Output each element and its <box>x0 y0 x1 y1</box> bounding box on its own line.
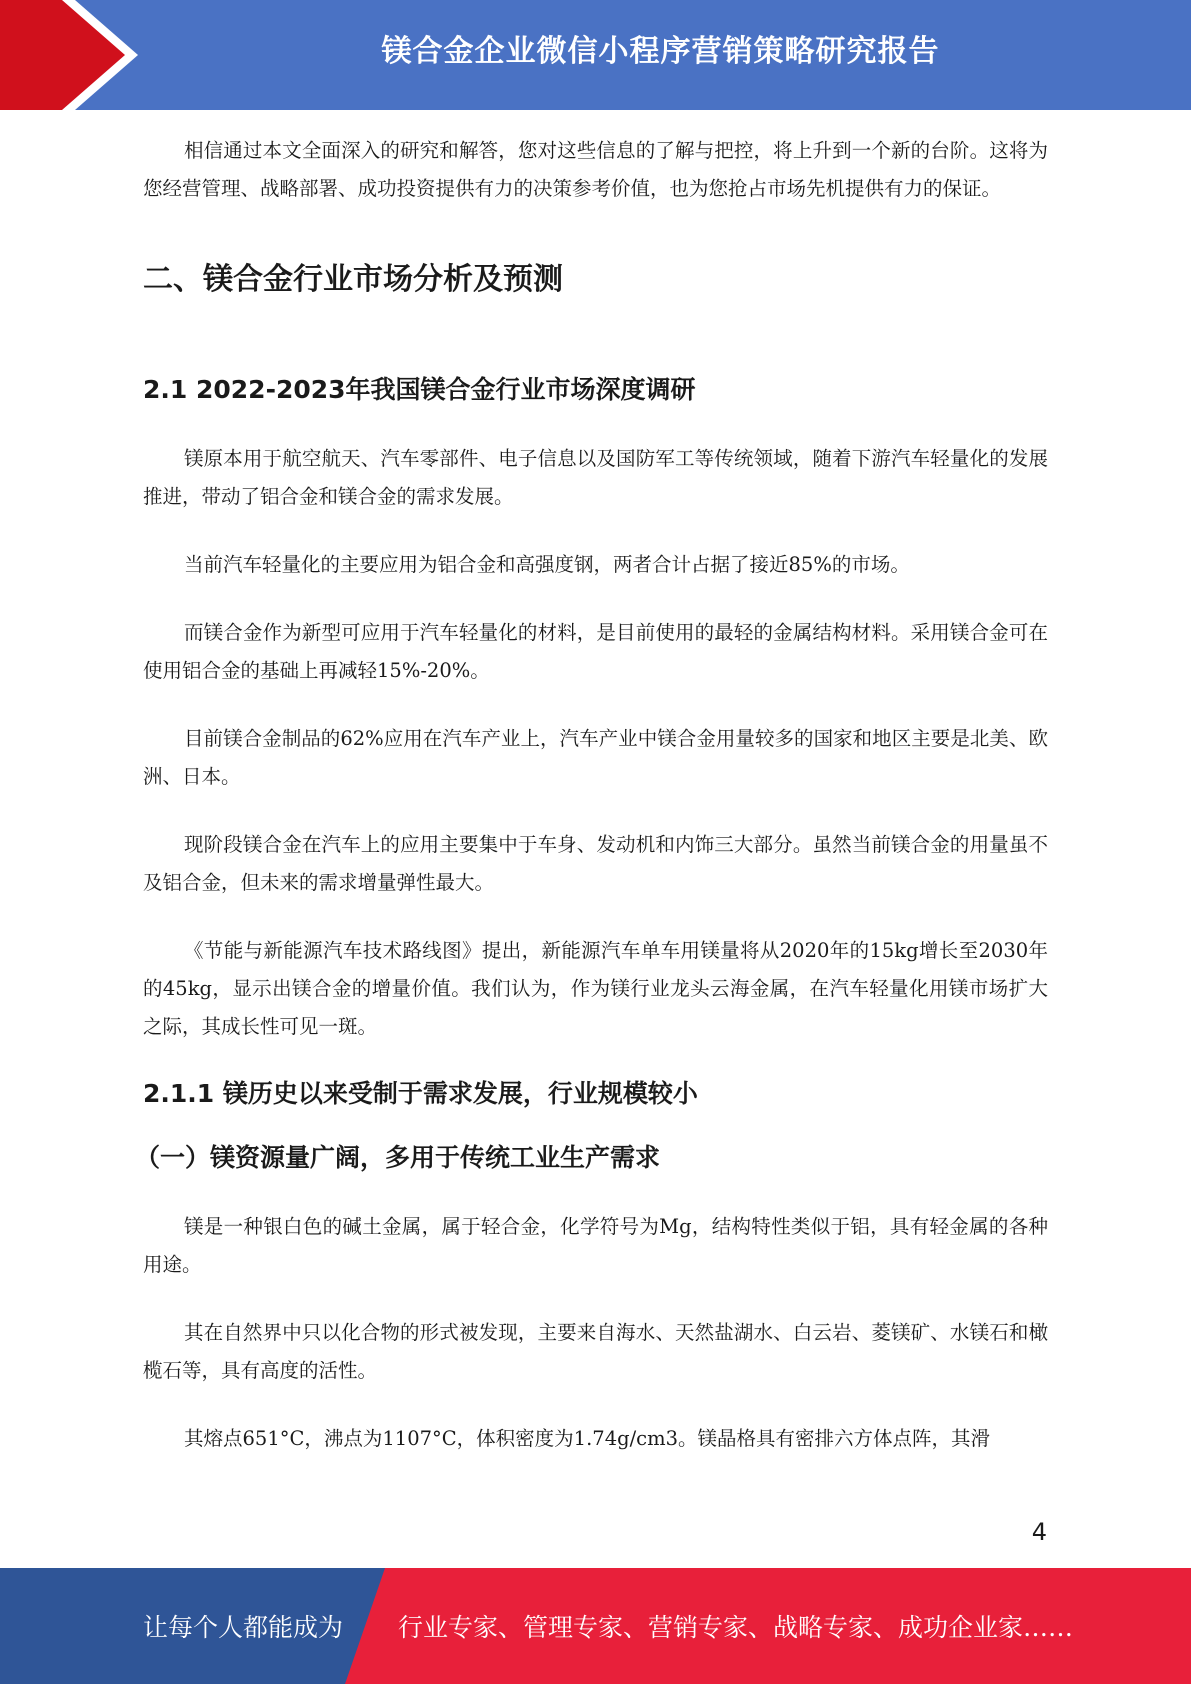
paragraph: 现阶段镁合金在汽车上的应用主要集中于车身、发动机和内饰三大部分。虽然当前镁合金的用量虽不及铝合金，但未来的需求增量弹性最大。 <box>143 833 1048 894</box>
subsection-heading-2-1: 2.1 2022-2023年我国镁合金行业市场深度调研 <box>143 375 696 404</box>
paragraph: 《节能与新能源汽车技术路线图》提出，新能源汽车单车用镁量将从2020年的15kg增长至2030年的45kg，显示出镁合金的增量价值。我们认为，作为镁行业龙头云海金属，在汽车轻量化用镁市场扩大之际，其成长性可见一斑。 <box>143 939 1048 1038</box>
main-content <box>135 132 1048 1458</box>
subsection-heading-2-1-1: 2.1.1 镁历史以来受制于需求发展，行业规模较小 <box>143 1079 698 1108</box>
paragraph: 当前汽车轻量化的主要应用为铝合金和高强度钢，两者合计占据了接近85%的市场。 <box>184 553 910 576</box>
footer-slogan-right: 行业专家、管理专家、营销专家、战略专家、成功企业家…… <box>398 1613 1074 1642</box>
paragraph: 而镁合金作为新型可应用于汽车轻量化的材料，是目前使用的最轻的金属结构材料。采用镁合金可在使用铝合金的基础上再减轻15%-20%。 <box>143 621 1048 682</box>
footer-slogan-left: 让每个人都能成为 <box>143 1613 344 1642</box>
paragraph: 目前镁合金制品的62%应用在汽车产业上，汽车产业中镁合金用量较多的国家和地区主要是北美、欧洲、日本。 <box>143 727 1048 788</box>
paragraph: 其熔点651°C，沸点为1107°C，体积密度为1.74g/cm3。镁晶格具有密排六方体点阵，其滑 <box>184 1427 990 1450</box>
paragraph: 镁原本用于航空航天、汽车零部件、电子信息以及国防军工等传统领域，随着下游汽车轻量化的发展推进，带动了铝合金和镁合金的需求发展。 <box>143 447 1048 508</box>
intro-paragraph: 相信通过本文全面深入的研究和解答，您对这些信息的了解与把控，将上升到一个新的台阶。这将为您经营管理、战略部署、成功投资提供有力的决策参考价值，也为您抢占市场先机提供有力的保证。 <box>143 139 1048 200</box>
page-footer <box>0 1568 1191 1684</box>
section-heading: 二、镁合金行业市场分析及预测 <box>143 262 563 297</box>
page-header <box>0 0 1191 110</box>
subsection-heading-part-1: （一）镁资源量广阔，多用于传统工业生产需求 <box>135 1143 661 1172</box>
paragraph: 其在自然界中只以化合物的形式被发现，主要来自海水、天然盐湖水、白云岩、菱镁矿、水镁石和橄榄石等，具有高度的活性。 <box>143 1321 1048 1382</box>
page-number: 4 <box>1031 1518 1047 1546</box>
header-title: 镁合金企业微信小程序营销策略研究报告 <box>381 34 940 69</box>
paragraph: 镁是一种银白色的碱土金属，属于轻合金，化学符号为Mg，结构特性类似于铝，具有轻金属的各种用途。 <box>143 1215 1048 1276</box>
